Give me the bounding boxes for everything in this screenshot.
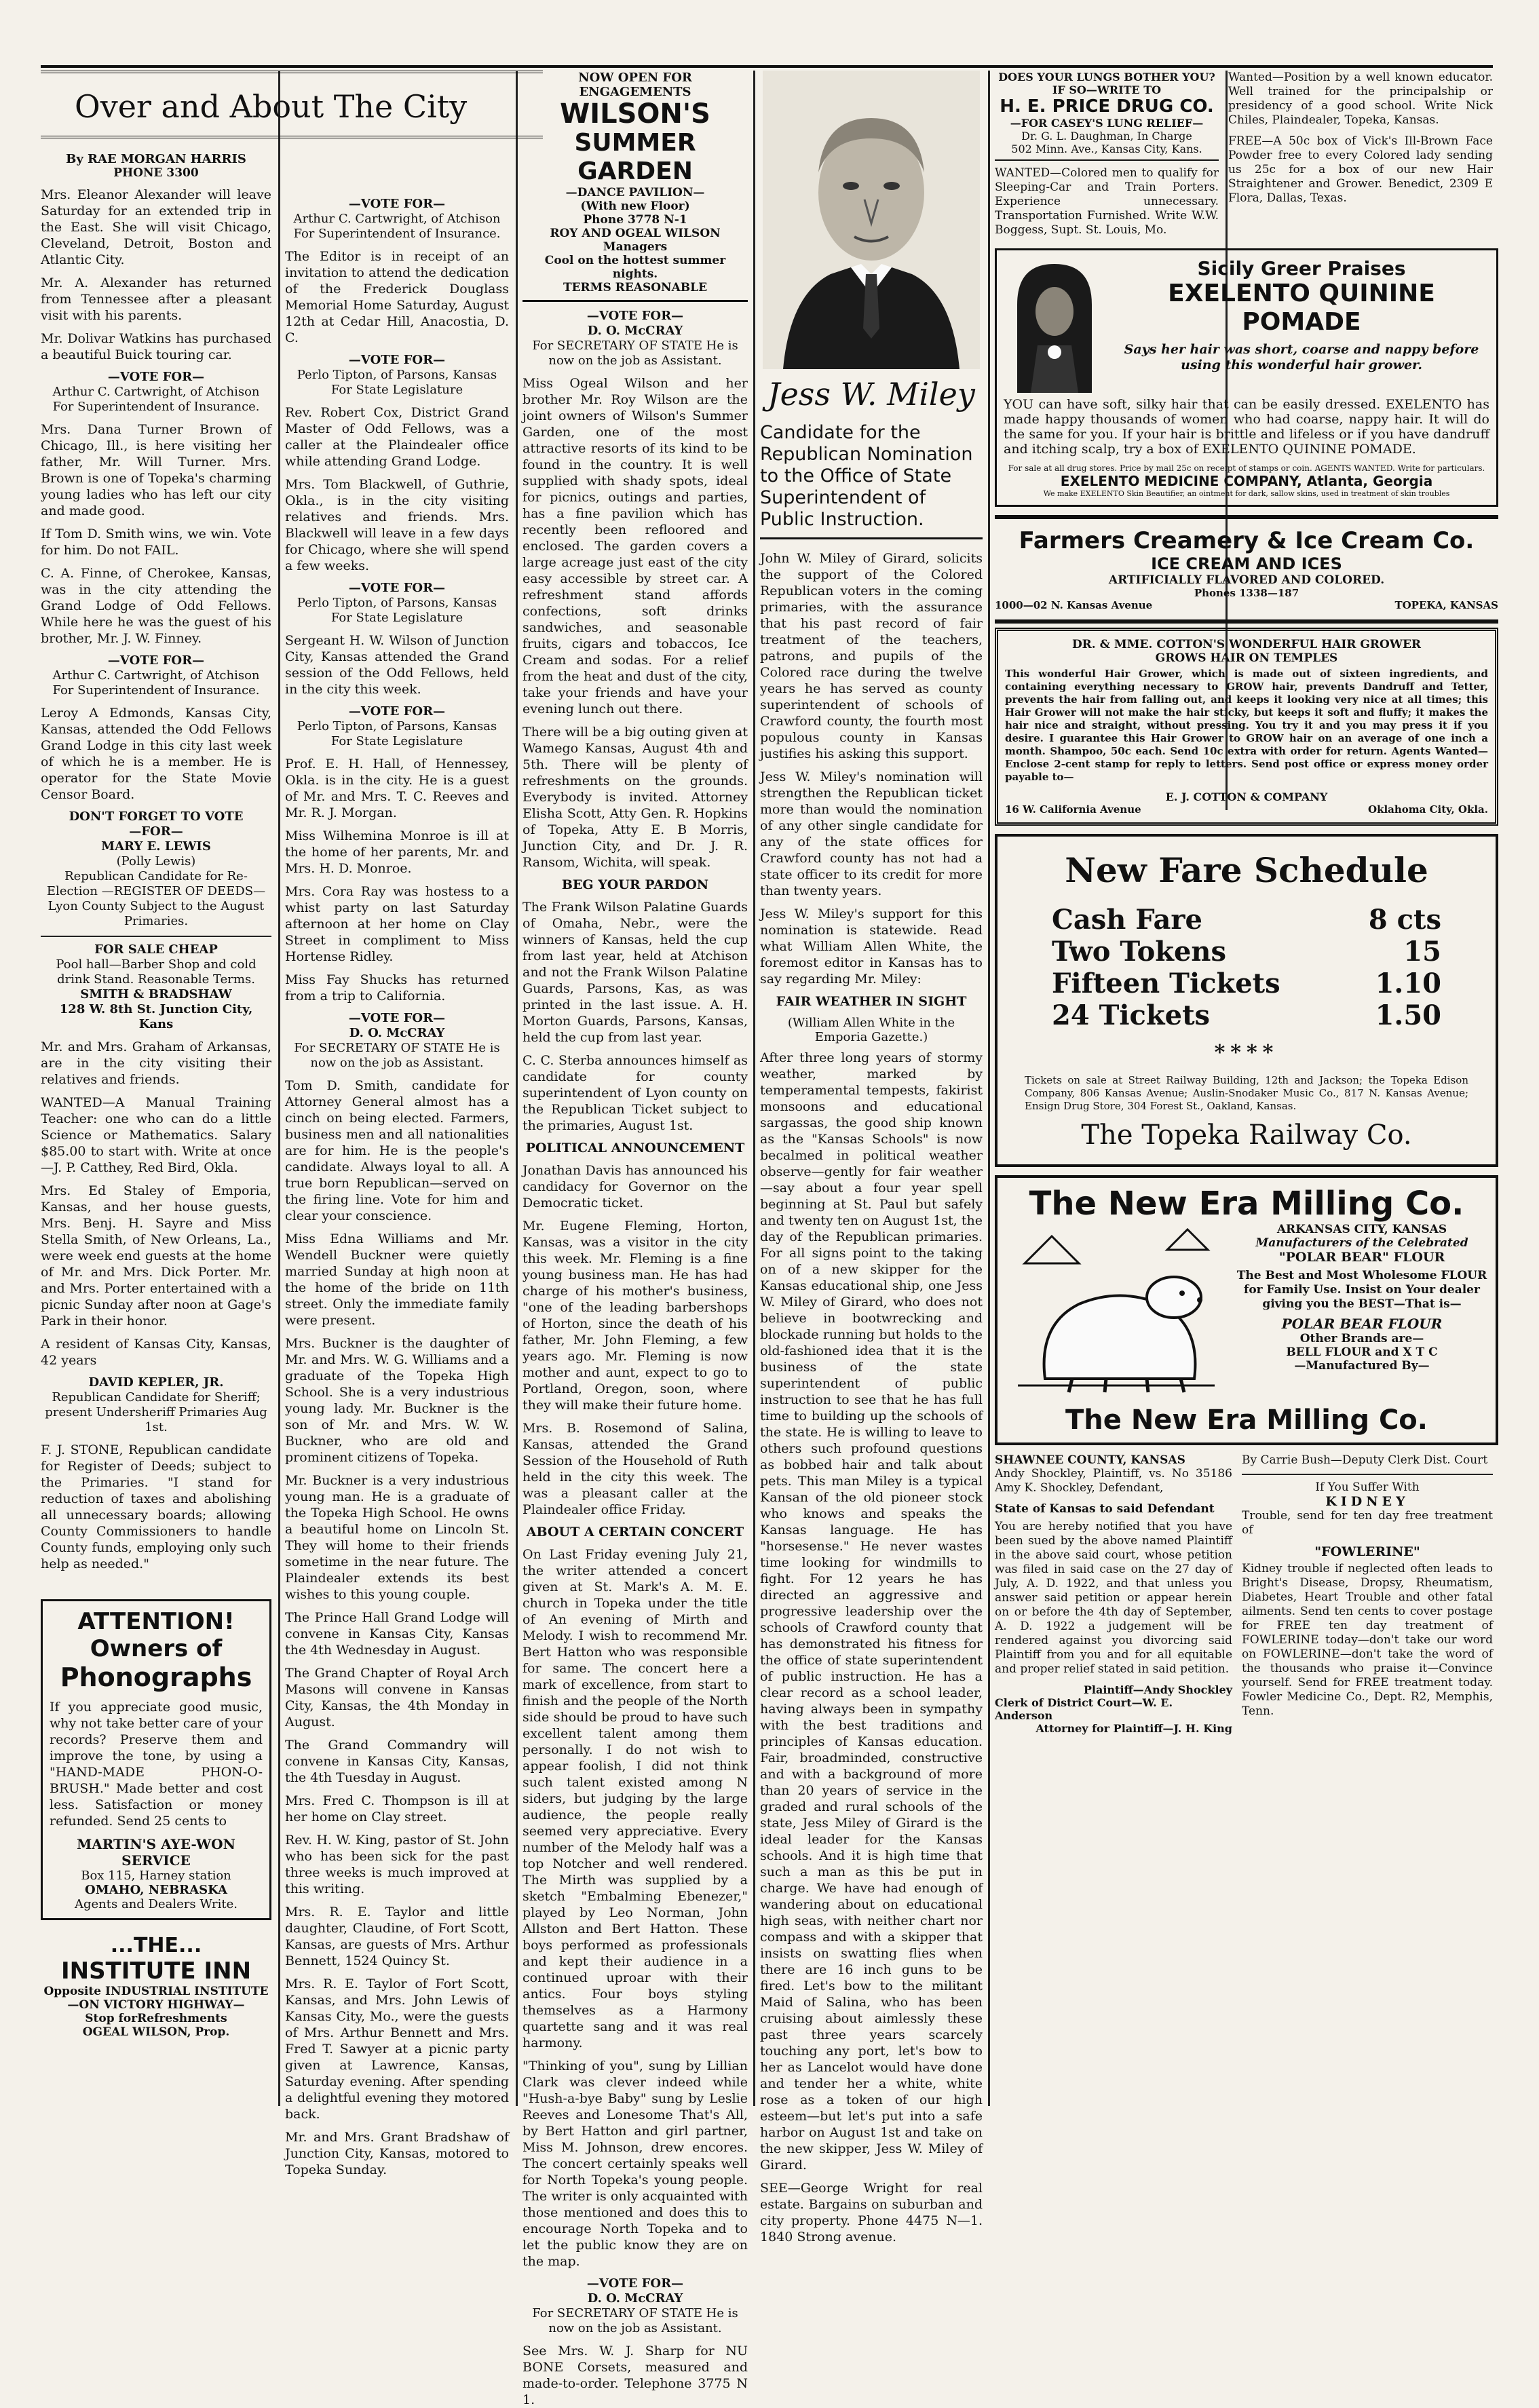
news-item: Mrs. R. E. Taylor of Fort Scott, Kansas, and Mrs. John Lewis of Kansas City, Mo., were the guests of Mrs. Arthur Bennett and Mrs. Fred T. Sawyer at a picnic party given at Lawrence, Kansas, Saturday evening. After spending a delightful evening they motored back. [285,1976,509,2122]
column-title: Over and About The City [75,88,468,125]
divider [995,619,1498,624]
vote-label: —VOTE FOR— [348,581,446,595]
photo-caption: Candidate for the Republican Nomination to the Office of State Superintendent of Public Instruction. [760,422,983,539]
byline: By RAE MORGAN HARRIS [66,152,246,166]
news-item: Mrs. Fred C. Thompson is ill at her home on Clay street. [285,1793,509,1824]
ad-line: ARTIFICIALLY FLAVORED AND COLORED. [1108,573,1385,587]
ad-line: ICE CREAM AND ICES [1151,554,1342,573]
legal-signature: Plaintiff—Andy Shockley [1083,1683,1232,1696]
vote-notice [285,353,509,398]
ad-line: —ON VICTORY HIGHWAY— [67,1998,245,2012]
ad-line: "POLAR BEAR" FLOUR [1278,1250,1445,1265]
ad-body: This wonderful Hair Grower, which is made out of sixteen ingredients, and containing everything necessary to GROW hair, prevents Dandruff and Tetter, prevents the hair from falling out, and keeps it looking very nice at all times; this Hair Grower will not make the hair sticky, but keeps it soft and fluffy; it makes the hair nice and straight, without pressing. You try it and you may press it if you desire. I guarantee this Hair Grower to GROW hair on an average of one inch a month. Shampoo, 50c each. Send 10c extra with order for return. Agents Wanted—Enclose 2-cent stamp for reply to letters. Send post office or express money order payable to— [1005,668,1488,783]
ad-city: TOPEKA, KANSAS [1394,599,1498,611]
candidate-alias: (Polly Lewis) [116,854,196,868]
ad-body: If you appreciate good music, why not take better care of your records? Preserve them and improve the tone, by using a "HAND-MADE PHON-O-BRUSH." Made better and cost less. Satisfaction or money refunded. Send 25 cents to [50,1700,263,1829]
vote-notice [41,653,271,698]
ad-top: NOW OPEN FOR ENGAGEMENTS [578,71,692,99]
lungs-ad [995,71,1219,161]
news-item: On Last Friday evening July 21, the writer attended a concert given at St. Mark's A. M. E. church in Topeka under the title of An evening of Mirth and Melody. I wish to recommend Mr. Bert Hatton who was responsible for same. The concert here a mark of excellence, from start to finish and the people of the North side should be proud to have such excellent talent among them personally. I do not wish to appear foolish, I did not think such talent existed among N siders, but judging by the large audience, the people really seemed very appreciative. Every number of the Melody half was a top Notcher and well rendered. The Mirth was supplied by a sketch "Embalming Ebenezer," played by Leo Norman, John Allston and Bert Hatton. These boys performed as professionals and kept their audience in a continued uproar with their antics. Four boys styling themselves as a Harmony quartette sang and it was real harmony. [522,1547,748,2050]
ad-address: 16 W. California Avenue [1005,803,1141,816]
creamery-ad [995,523,1498,615]
legal-signature: Clerk of District Court—W. E. Anderson [995,1696,1173,1722]
candidate-name: D. O. McCRAY [587,324,683,338]
ad-head: INSTITUTE INN [60,1957,252,1985]
vote-label: —VOTE FOR— [348,1011,446,1025]
vote-label: —VOTE FOR— [586,309,684,323]
vote-notice [285,704,509,749]
ad-line: If You Suffer With [1315,1480,1420,1494]
notice-line: —FOR— [129,824,183,839]
news-item: Mr. Buckner is a very industrious young man. He is a graduate of the Topeka High School. He owns a beautiful home on Lincoln St. They will home to their friends sometime in the near future. The Plaindealer extends its best wishes to this young couple. [285,1473,509,1602]
fare-label: Two Tokens [1052,936,1227,968]
polar-bear-illustration [1004,1223,1228,1399]
vote-body: Perlo Tipton, of Parsons, Kansas For State Legislature [297,368,497,397]
news-item: Mr. Eugene Fleming, Horton, Kansas, was a visitor in the city this week. Mr. Fleming is a fine young business man. He has had charge of his mother's business, "one of the leading barbershops of Horton, since the death of his father, Mr. John Fleming, a few years ago. Mr. Fleming is now mother and aunt, expect to go to Portland, Oregon, soon, where they will make their future home. [522,1219,748,1413]
news-item: The Editor is in receipt of an invitation to attend the dedication of the Frederick Douglass Memorial Home Saturday, August 12th at Cedar Hill, Anacostia, D. C. [285,249,509,345]
portrait-image [763,71,980,369]
ad-title: EXELENTO QUININE [1168,280,1435,307]
ad-line: TERMS REASONABLE [563,281,708,294]
news-item: Mr. A. Alexander has returned from Tennessee after a pleasant visit with his parents. [41,275,271,323]
legal-parties: Andy Shockley, Plaintiff, vs. No 35186 Amy K. Shockley, Defendant, [995,1467,1232,1495]
news-item: Rev. Robert Cox, District Grand Master of Odd Fellows, was a caller at the Plaindealer office while attending Grand Lodge. [285,405,509,469]
polar-bear-icon [1004,1223,1228,1399]
column-rule [516,71,518,2106]
vote-notice [285,197,509,242]
candidate-name: D. O. McCRAY [587,2291,683,2306]
ad-footer: The New Era Milling Co. [1065,1404,1428,1436]
news-item: Mr. Dolivar Watkins has purchased a beautiful Buick touring car. [41,331,271,362]
ad-body: Kidney trouble if neglected often leads to Bright's Disease, Dropsy, Rheumatism, Diabetes, Heart Trouble and other fatal ailments. Send ten cents to cover postage for FREE ten day treatment of FOWLERINE today—don't take our word on FOWLERINE—don't take the word of the thousands who praise it—Convince yourself. Send for FREE treatment today. Fowler Medicine Co., Dept. R2, Memphis, Tenn. [1242,1562,1493,1718]
ad-address: 502 Minn. Ave., Kansas City, Kans. [1011,142,1202,155]
ad-line: Manufacturers of the Celebrated [1255,1236,1468,1250]
vote-notice [522,309,748,368]
news-item: Miss Fay Shucks has returned from a trip to California. [285,972,509,1004]
news-item: John W. Miley of Girard, solicits the support of the Colored Republican voters in the coming primaries, with the assurance that his past record of fair treatment of the teachers, patrons, and pupils of the Colored race during the twelve years he has served as county superintendent of schools of Crawford county, the fourth most populous county in Kansas justifies his asking this support. [760,551,983,761]
hair-grower-ad [995,628,1498,826]
garden-ad [522,71,748,302]
ad-line: Phone 3778 N-1 [583,213,687,227]
fare-stars: **** [1214,1041,1279,1065]
ad-line: ROY AND OGEAL WILSON [550,227,721,240]
ad-tagline: Says her hair was short, coarse and nappy before using this wonderful hair grower. [1124,342,1479,372]
ad-address: 1000—02 N. Kansas Avenue [995,599,1153,611]
fare-value: 15 [1403,936,1441,968]
divider [41,936,271,937]
news-item: Mrs. Buckner is the daughter of Mr. and Mrs. W. G. Williams and a graduate of the Topeka High School. She is a very industrious young lady. Mr. Buckner is the son of Mr. and Mrs. W. W. Buckner, who are old and prominent citizens of Topeka. [285,1336,509,1465]
vote-body: For SECRETARY OF STATE He is now on the job as Assistant. [294,1041,500,1070]
news-item: Mr. and Mrs. Grant Bradshaw of Junction City, Kansas, motored to Topeka Sunday. [285,2130,509,2177]
notice-body: Republican Candidate for Re-Election —REGISTER OF DEEDS— Lyon County Subject to the August Primaries. [46,869,266,928]
fare-value: 8 cts [1368,904,1441,936]
fare-ad [995,834,1498,1167]
news-item: Mr. and Mrs. Graham of Arkansas, are in the city visiting their relatives and friends. [41,1039,271,1087]
ad-line: —DANCE PAVILION— [565,186,705,199]
news-item: See Mrs. W. J. Sharp for NU BONE Corsets, measured and made-to-order. Telephone 3775 N 1. [522,2344,748,2407]
pomade-ad [995,248,1498,507]
ad-line: —Manufactured By— [1294,1359,1430,1373]
ad-line: Other Brands are— [1299,1332,1424,1345]
ad-address: Agents and Dealers Write. [75,1897,238,1911]
news-item: Miss Wilhemina Monroe is ill at the home of her parents, Mr. and Mrs. H. D. Monroe. [285,828,509,876]
section-head: BEG YOUR PARDON [561,877,709,892]
news-item: If Tom D. Smith wins, we win. Vote for him. Do not FAIL. [41,527,271,558]
section-head: POLITICAL ANNOUNCEMENT [525,1141,745,1155]
ad-fine-print: We make EXELENTO Skin Beautifier, an ointment for dark, sallow skins, used in treatment of skin troubles [1043,489,1450,498]
fare-label: 24 Tickets [1052,999,1211,1031]
ad-body: The Best and Most Wholesome FLOUR for Family Use. Insist on Your dealer giving you the BEST—That is— [1236,1269,1487,1311]
candidate-notice [41,1375,271,1435]
ad-line: Opposite INDUSTRIAL INSTITUTE [43,1985,269,1998]
news-item: Jess W. Miley's nomination will strengthen the Republican ticket more than would the nomination of any other single candidate for any of the state offices for Crawford county has not had a state officer to its credit for more than twenty years. [760,769,983,898]
news-item: After three long years of stormy weather, marked by temperamental tempests, fakirist monsoons and educational sargassas, the good ship known as the "Kansas Schools" is now becalmed in political weather observe—gently for fair weather—say about a four year spell beginning at St. Paul but safely and twenty ten on August 1st, the day of the Republican primaries. For all signs point to the taking on of a new skipper for the Kansas educational ship, one Jess W. Miley of Girard, who does not believe in bootwrecking and blockade running but holds to the old-fashioned idea that it is the business of the state superintendent of public instruction to see that he has full time to building up the schools of the state. He is willing to leave to others such profound questions as bobbed hair and talk about pets. This man Miley is a typical Kansan of the old pioneer stock who knows and speaks the Kansas language. He has "horsesense." He never wastes time looking for windmills to fight. For 12 years he has directed an aggressive and progressive leadership over the schools of Crawford county that has demonstrated his fitness for the office of state superintendent of public instruction. He has a clear record as a school leader, having always been in sympathy with the best traditions and principles of Kansas education. Fair, broadminded, constructive and with a background of more than 20 years of service in the graded and rural schools of the state, Jess Miley of Girard is the ideal leader for the Kansas schools. And it is high time that such a man as this be put in charge. We have had enough of wandering about on educational high seas, with neither chart nor compass and with a skipper that insists on swatting flies when there are 16 inch guns to be fired. Let's bow to the militant Maid of Salina, who has been cruising about aimlessly these past three years scarcely touching any port, let's bow to her as Lancelot would have done and tender her a white, white rose as a token of our high esteem—but let's put into a safe harbor on August 1st and take on the new skipper, Jess W. Miley of Girard. [760,1050,983,2173]
news-item: Miss Edna Williams and Mr. Wendell Buckner were quietly married Sunday at high noon at the home of the bride on 11th street. Only the immediate family were present. [285,1231,509,1328]
fare-row [1052,968,1441,999]
byline-phone: PHONE 3300 [113,166,199,180]
news-item: The Frank Wilson Palatine Guards of Omaha, Nebr., were the winners of Kansas, held the cup from last year, held at Atchison and not the Frank Wilson Palatine Guards, Parsons, Kas, as was printed in the last issue. A. H. Morton Guards, Parsons, Kansas, held the cup from last year. [522,900,748,1045]
column-rule [753,71,755,2106]
divider [1242,1474,1493,1475]
vote-body: Perlo Tipton, of Parsons, Kansas For State Legislature [297,719,497,748]
woman-portrait [1004,257,1105,393]
news-item: Jess W. Miley's support for this nomination is statewide. Read what William Allen White, the foremost editor in Kansas has to say regarding Mr. Miley: [760,906,983,987]
ad-city: Oklahoma City, Okla. [1368,803,1488,816]
news-item: Tom D. Smith, candidate for Attorney General almost has a cinch on being elected. Farmers, business men and all nationalities are for him. He is the people's candidate. Always loyal to all. A true born Republican—served on the firing line. Vote for him and clear your conscience. [285,1078,509,1223]
column-4 [760,71,983,2244]
news-item: The Grand Commandry will convene in Kansas City, Kansas, the 4th Tuesday in August. [285,1738,509,1785]
ad-head: Phonographs [60,1662,252,1692]
vote-label: —VOTE FOR— [107,370,205,384]
vote-notice [285,581,509,626]
ad-line: —FOR CASEY'S LUNG RELIEF— [1010,117,1204,130]
news-item: Rev. H. W. King, pastor of St. John who has been sick for the past three weeks is much improved at this writing. [285,1833,509,1896]
fare-row [1052,999,1441,1031]
signature: Jess W. Miley [767,376,975,413]
ad-head: WILSON'S [560,98,710,130]
clerk-line: By Carrie Bush—Deputy Clerk Dist. Court [1242,1453,1488,1467]
section-source: (William Allen White in the Emporia Gazette.) [787,1016,955,1044]
ad-brand: "FOWLERINE" [1314,1544,1420,1559]
ad-head: SUMMER GARDEN [574,129,696,185]
column-head [41,71,543,138]
ad-body: Pool hall—Barber Shop and cold drink Stand. Reasonable Terms. [56,957,256,987]
legal-body: You are hereby notified that you have been sued by the above named Plaintiff in the above said court, whose petition was filed in said case on the 27 day of July, A. D. 1922, and that unless you answer said petition or appear herein on or before the 4th day of September, A. D. 1922 a judgement will be rendered against you divorcing said Plaintiff from you and for all equitable and proper relief stated in said petition. [995,1520,1232,1676]
ad-firm: SMITH & BRADSHAW [80,987,232,1001]
news-item: WANTED—A Manual Training Teacher: one who can do a little Science or Mathematics. Salary $85.00 to start with. Write at once—J. P. Catthey, Red Bird, Okla. [41,1095,271,1175]
portrait-photo [763,71,980,369]
ad-line: Stop forRefreshments [85,2012,227,2025]
for-sale-ad [41,942,271,1032]
ad-line: OGEAL WILSON, Prop. [82,2025,230,2039]
ad-city: ARKANSAS CITY, KANSAS [1276,1223,1447,1236]
vote-notice [41,370,271,415]
ad-line: Dr. G. L. Daughman, In Charge [1021,130,1192,142]
vote-body: Arthur C. Cartwright, of Atchison For Superintendent of Insurance. [52,385,260,414]
news-item: There will be a big outing given at Wamego Kansas, August 4th and 5th. There will be plenty of refreshments on the grounds. Everybody is invited. Attorney Elisha Scott, Atty Gen. R. Hopkins of Topeka, Atty E. B Morris, Junction City, and Dr. J. R. Ransom, Wichita, will speak. [522,725,748,870]
ad-head: KIDNEY [1325,1494,1409,1509]
candidate-notice [41,809,271,929]
news-item: SEE—George Wright for real estate. Bargains on suburban and city property. Phone 4475 N—1. 1840 Strong avenue. [760,2181,983,2244]
news-item: Mrs. Dana Turner Brown of Chicago, Ill., is here visiting her father, Mr. Will Turner. Mrs. Brown is one of Topeka's charming young ladies who has left our city and made good. [41,422,271,518]
classified-ad: FREE—A 50c box of Vick's Ill-Brown Face Powder free to every Colored lady sending us 25c for a box of our new Hair Straightener and Grower. Benedict, 2309 E Flora, Dallas, Texas. [1228,134,1493,205]
vote-label: —VOTE FOR— [348,353,446,367]
vote-body: For SECRETARY OF STATE He is now on the job as Assistant. [532,2306,738,2335]
column-3 [522,71,748,2407]
news-item: Mrs. Tom Blackwell, of Guthrie, Okla., is in the city visiting relatives and friends. Mrs. Blackwell will leave in a few days for Chicago, where she will spend a few weeks. [285,477,509,573]
ad-head: DR. & MME. COTTON'S WONDERFUL HAIR GROWER [1071,638,1422,651]
ad-address: Box 115, Harney station [81,1869,231,1883]
vote-body: Arthur C. Cartwright, of Atchison For Superintendent of Insurance. [293,212,501,241]
column-rule [988,71,990,2106]
candidate-name: MARY E. LEWIS [101,839,211,854]
news-item: The Prince Hall Grand Lodge will convene in Kansas City, Kansas the 4th Wednesday in August. [285,1610,509,1658]
classified-ad: WANTED—Colored men to qualify for Sleeping-Car and Train Porters. Experience unnecessary. Transportation Furnished. Write W.W. Boggess, Supt. St. Louis, Mo. [995,166,1219,237]
news-item: C. C. Sterba announces himself as candidate for county superintendent of Lyon county on the Republican Ticket subject to the primaries, August 1st. [522,1053,748,1133]
column-2 [285,197,509,2232]
column-rule [278,71,280,2106]
legal-line: State of Kansas to said Defendant [995,1502,1215,1516]
fare-value: 1.10 [1375,968,1441,999]
ad-head: FOR SALE CHEAP [94,942,218,957]
vote-body: Arthur C. Cartwright, of Atchison For Superintendent of Insurance. [52,668,260,697]
ad-head: New Fare Schedule [1065,850,1428,890]
candidate-name: D. O. McCRAY [349,1026,445,1040]
inn-ad [41,1934,271,2039]
news-item: "Thinking of you", sung by Lillian Clark was clever indeed while "Hush-a-bye Baby" sung by Leslie Reeves and Lonesome That's All, by Bert Hatton and girl partner, Miss M. Johnson, drew encores. The concert certainly speaks well for North Topeka's young people. The writer is only acquainted with those mentioned and does this to encourage North Topeka and to let the public know they are on the map. [522,2059,748,2269]
news-item: C. A. Finne, of Cherokee, Kansas, was in the city attending the Grand Lodge of Odd Fellows. While here he was the guest of his brother, Mr. J. W. Finney. [41,566,271,646]
ad-address: 128 W. 8th St. Junction City, Kans [59,1002,253,1031]
ad-head: ...THE... [110,1934,202,1957]
ad-title: POMADE [1242,308,1361,336]
ad-body: YOU can have soft, silky hair that can be easily dressed. EXELENTO has made happy thousands of women who had coarse, nappy hair. It will do the same for you. If your hair is brittle and lifeless or if you have dandruff and itching scalp, try a box of EXELENTO QUININE POMADE. [1004,397,1489,457]
ad-brand: POLAR BEAR FLOUR [1281,1316,1443,1332]
vote-notice [285,1011,509,1071]
column-5 [995,71,1498,2106]
ad-body: Tickets on sale at Street Railway Building, 12th and Jackson; the Topeka Edison Company, 806 Kansas Avenue; Auslin-Snodaker Music Co., 817 N. Kansas Avenue; Ensign Drug Store, 304 Forest St., Oakland, Kansas. [1025,1074,1468,1112]
ad-line: Managers [603,240,668,254]
news-item: Miss Ogeal Wilson and her brother Mr. Roy Wilson are the joint owners of Wilson's Summer Garden, one of the most attractive resorts of its kind to be found in the country. It is well supplied with shady spots, ideal for picnics, outings and parties, has a fine pavilion which has recently been refloored and enclosed. The garden covers a large acreage just east of the city easy accessible by street car. A refreshment stand affords confections, soft drinks sandwiches, and seasonable fruits, cigars and tobaccos, Ice Cream and sodas. For a relief from the heat and dust of the city, take your friends and have your evening lunch out there. [522,376,748,716]
ad-line: Phones 1338—187 [1194,587,1299,599]
ad-firm: The Topeka Railway Co. [1081,1120,1412,1151]
fare-value: 1.50 [1375,999,1441,1031]
classified-ad: Wanted—Position by a well known educator. Well trained for the principalship or presidency of a good school. Write Nick Chiles, Plaindealer, Topeka, Kansas. [1228,71,1493,127]
ad-head: ATTENTION! [77,1608,235,1635]
news-item: The Grand Chapter of Royal Arch Masons will convene in Kansas City, Kansas, the 4th Monday in August. [285,1666,509,1729]
notice-body: Republican Candidate for Sheriff; present Undersheriff Primaries Aug 1st. [45,1390,267,1434]
milling-ad [995,1175,1498,1445]
ad-address: OMAHO, NEBRASKA [85,1883,227,1897]
ad-head: Farmers Creamery & Ice Cream Co. [1019,527,1475,554]
vote-body: Perlo Tipton, of Parsons, Kansas For State Legislature [297,596,497,625]
candidate-name: DAVID KEPLER, JR. [88,1375,224,1390]
divider [995,515,1498,519]
fare-label: Fifteen Tickets [1052,968,1280,999]
news-item: Prof. E. H. Hall, of Hennessey, Okla. is in the city. He is a guest of Mr. and Mrs. T. C. Reeves and Mr. R. J. Morgan. [285,757,509,820]
vote-notice [522,2276,748,2336]
section-head: ABOUT A CERTAIN CONCERT [526,1525,744,1540]
ad-head: The New Era Milling Co. [1029,1185,1464,1223]
ad-firm: E. J. COTTON & COMPANY [1165,790,1328,803]
legal-head: SHAWNEE COUNTY, KANSAS [995,1453,1185,1467]
portrait-image [1004,257,1105,393]
ad-body: Trouble, send for ten day free treatment of [1242,1509,1493,1537]
vote-body: For SECRETARY OF STATE He is now on the job as Assistant. [532,339,738,368]
vote-label: —VOTE FOR— [586,2276,684,2291]
news-item: A resident of Kansas City, Kansas, 42 years [41,1337,271,1368]
news-item: Mrs. Eleanor Alexander will leave Saturday for an extended trip in the East. She will visit Chicago, Cleveland, Detroit, Boston and Atlantic City. [41,187,271,267]
ad-firm: EXELENTO MEDICINE COMPANY, Atlanta, Georgia [1060,473,1433,489]
news-item: Jonathan Davis has announced his candidacy for Governor on the Democratic ticket. [522,1163,748,1210]
fare-row [1052,936,1441,968]
legal-signature: Attorney for Plaintiff—J. H. King [1036,1722,1232,1735]
vote-label: —VOTE FOR— [348,704,446,719]
vote-label: —VOTE FOR— [107,653,205,668]
news-item: Mrs. R. E. Taylor and little daughter, Claudine, of Fort Scott, Kansas, are guests of Mrs. Arthur Bennett, 1524 Quincy St. [285,1905,509,1968]
ad-line: BELL FLOUR and X T C [1286,1345,1438,1359]
ad-line: Cool on the hottest summer nights. [544,254,726,281]
section-head: FAIR WEATHER IN SIGHT [776,994,967,1009]
news-item: Sergeant H. W. Wilson of Junction City, Kansas attended the Grand session of the Odd Fellows, held in the city this week. [285,633,509,697]
top-border [41,65,1493,68]
ad-head: Sicily Greer Praises [1197,257,1406,280]
news-item: Mrs. Cora Ray was hostess to a whist party on last Saturday afternoon at her home on Clay Street in compliment to Miss Hortense Ridley. [285,884,509,964]
fare-row [1052,904,1441,936]
ad-firm: H. E. PRICE DRUG CO. [1000,96,1214,117]
ad-firm: MARTIN'S AYE-WON SERVICE [77,1836,235,1869]
news-item: Mrs. Ed Staley of Emporia, Kansas, and her house guests, Mrs. Benj. H. Sayre and Miss Stella Smith, of New Orleans, La., were week end guests at the home of Mr. and Mrs. Dick Porter. Mr. and Mrs. Porter entertained with a picnic Sunday after noon at Gage's Park in their honor. [41,1183,271,1329]
news-item: Mrs. B. Rosemond of Salina, Kansas, attended the Grand Session of the Household of Ruth held in the city this week. The was a pleasant caller at the Plaindealer office Friday. [522,1421,748,1517]
news-item: Leroy A Edmonds, Kansas City, Kansas, attended the Odd Fellows Grand Lodge in this city last week of which he is a member. He is operator for the State Movie Censor Board. [41,706,271,802]
notice-line: DON'T FORGET TO VOTE [69,809,244,824]
vote-label: —VOTE FOR— [348,197,446,211]
fare-label: Cash Fare [1052,904,1202,936]
ad-fine-print: For sale at all drug stores. Price by mail 25c on receipt of stamps or coin. AGENTS WANTED. Write for particulars. [1008,463,1485,473]
news-item: F. J. STONE, Republican candidate for Register of Deeds; subject to the Primaries. "I stand for reduction of taxes and abolishing all unnecessary boards; allowing County Commissioners to handle County funds, employing only such help as needed." [41,1442,271,1571]
ad-line: (With new Floor) [580,199,690,213]
ad-head: DOES YOUR LUNGS BOTHER YOU? IF SO—WRITE TO [998,71,1215,96]
phonograph-ad [41,1599,271,1920]
ad-line: GROWS HAIR ON TEMPLES [1155,651,1338,665]
ad-head: Owners of [90,1635,223,1662]
